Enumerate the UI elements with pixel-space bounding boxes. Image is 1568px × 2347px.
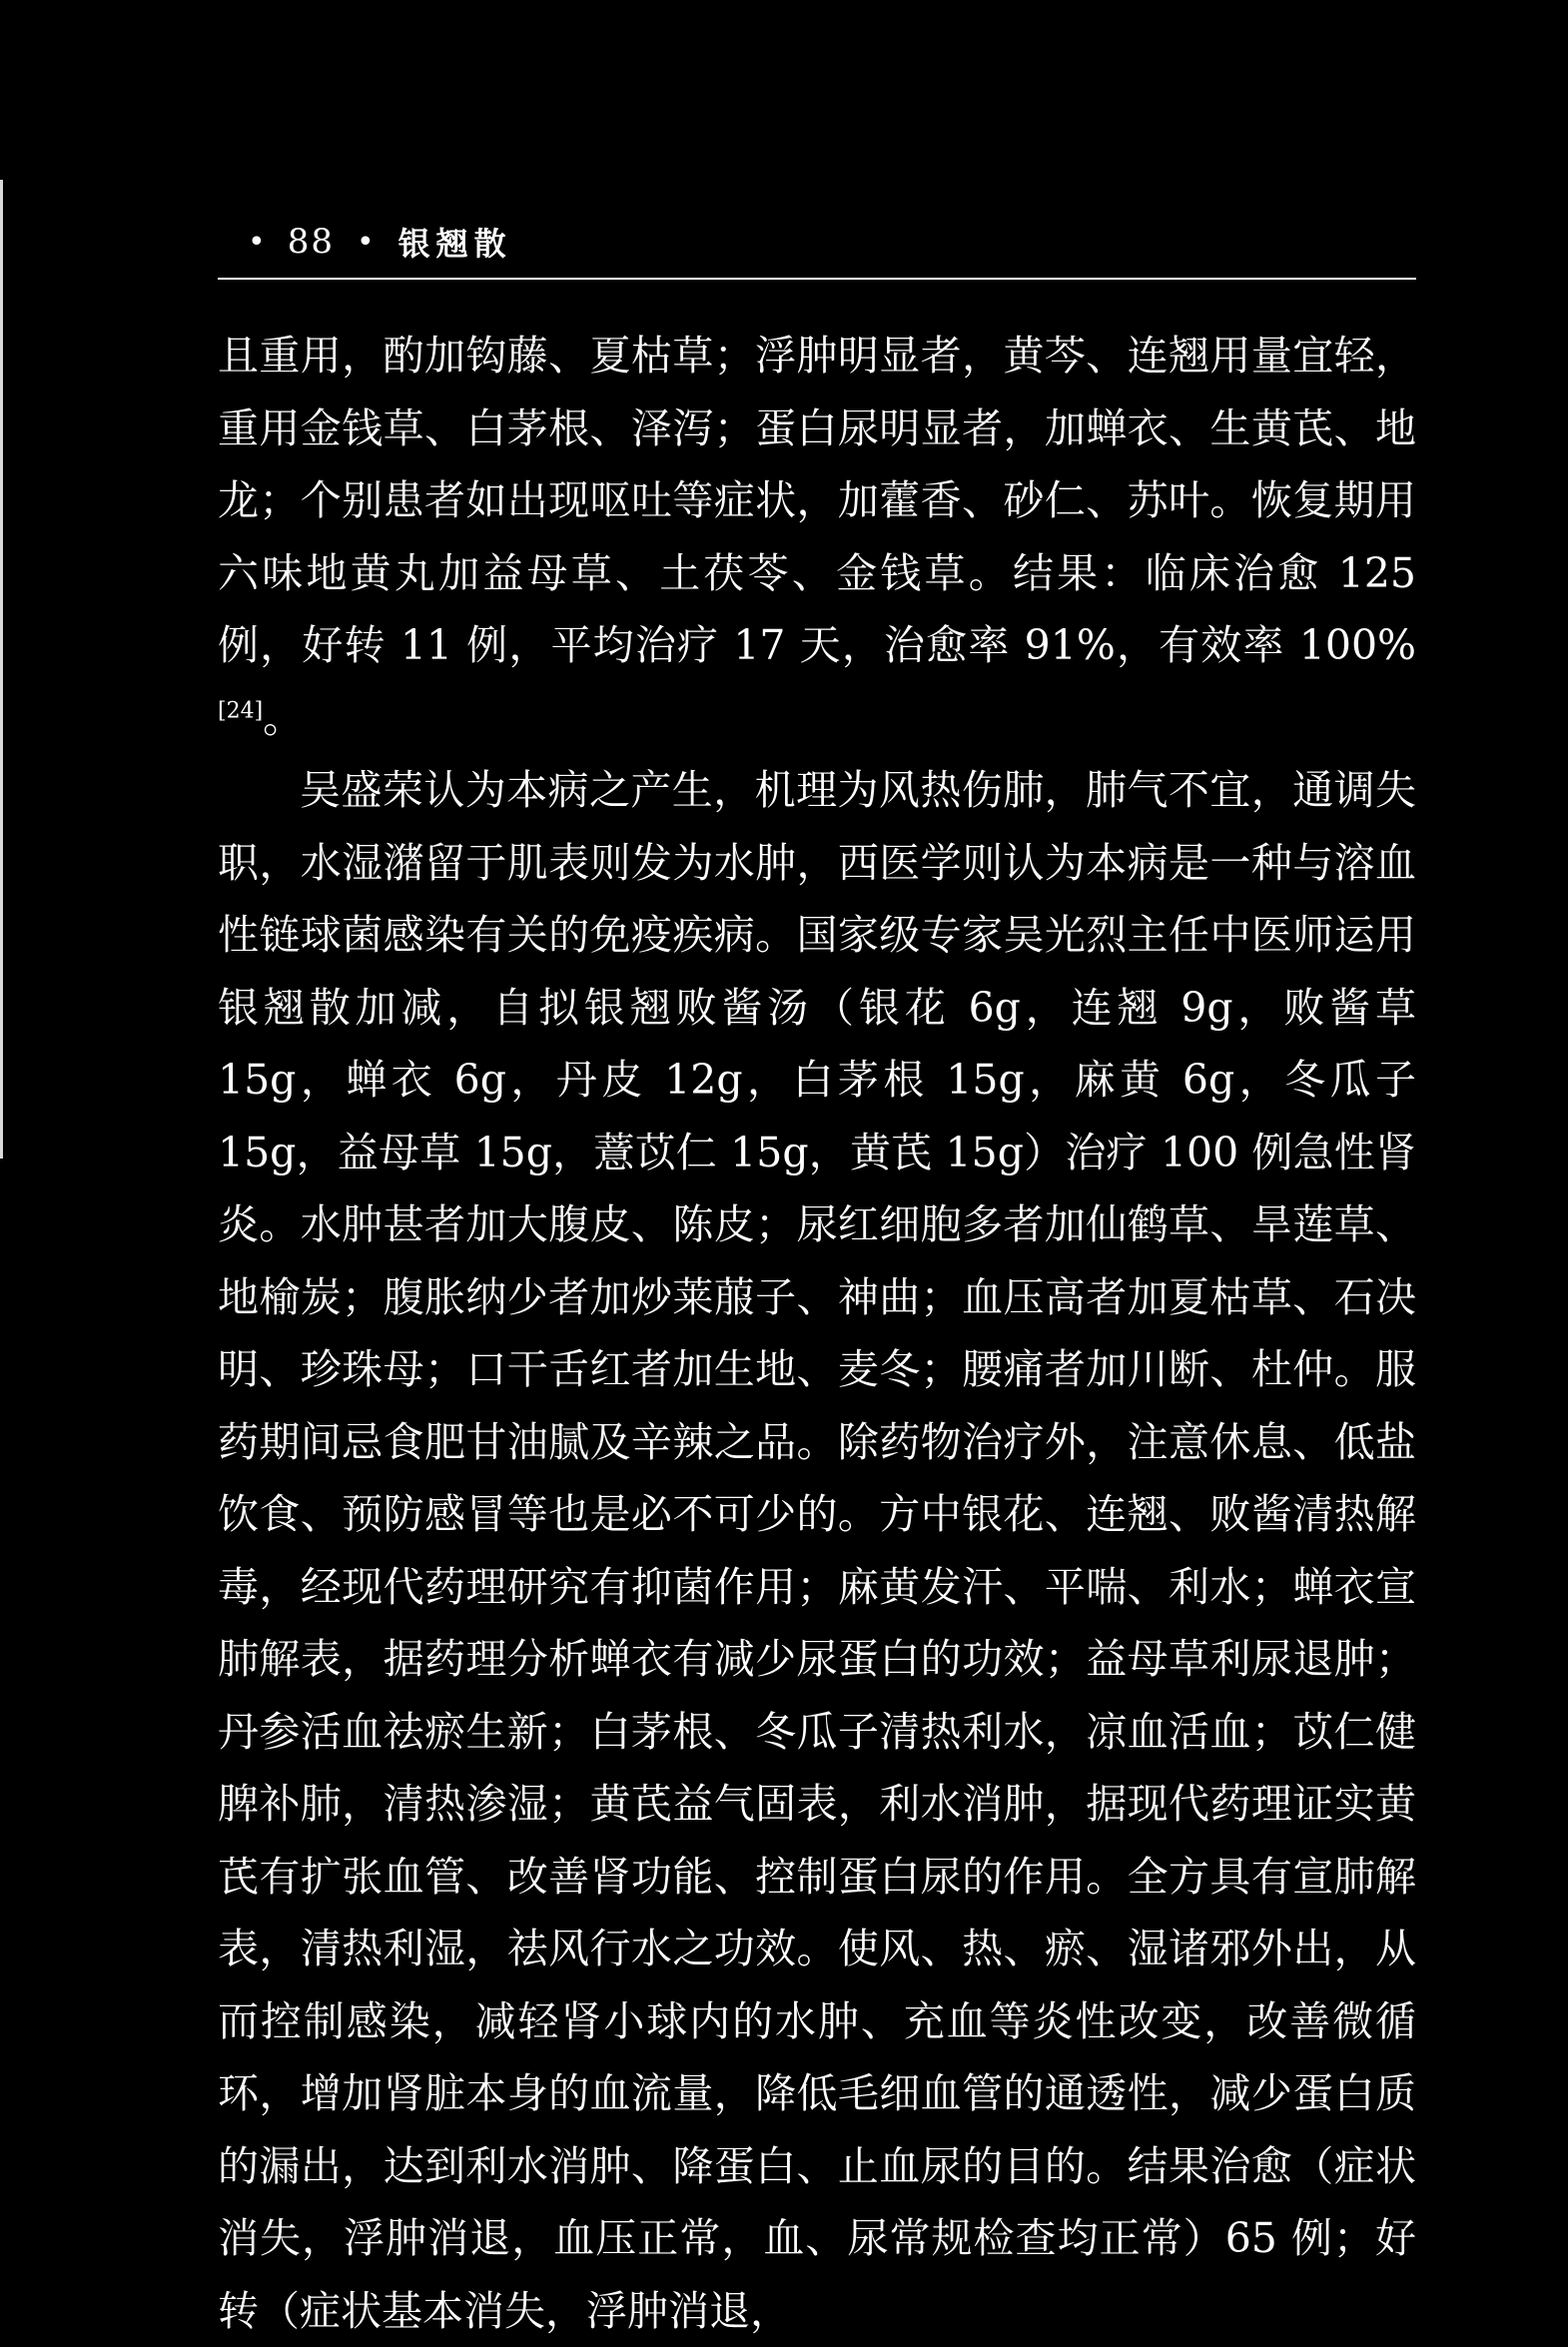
page-edge-line [0, 180, 3, 1159]
header-separator-dot: • [356, 224, 377, 260]
page-number: 88 [287, 222, 335, 262]
body-text [218, 320, 1416, 2347]
paragraph-continued [218, 320, 1416, 754]
running-header [218, 212, 1416, 272]
citation-marker: [24] [218, 697, 264, 723]
running-title: 银翘散 [397, 225, 512, 263]
header-separator-dot: • [248, 224, 268, 260]
paragraph-text: 且重用，酌加钩藤、夏枯草；浮肿明显者，黄芩、连翘用量宜轻，重用金钱草、白茅根、泽泻；蛋白尿明显者，加蝉衣、生黄芪、地龙；个别患者如出现呕吐等症状，加藿香、砂仁、苏叶。恢复期用六味地黄丸加益母草、土茯苓、金钱草。结果：临床治愈 125 例，好转 11 例，平均治疗 17 天，治愈率 91%，有效率 100% [218, 332, 1416, 669]
paragraph-tail: 。 [263, 693, 305, 742]
paragraph: 吴盛荣认为本病之产生，机理为风热伤肺，肺气不宜，通调失职，水湿潴留于肌表则发为水肿，西医学则认为本病是一种与溶血性链球菌感染有关的免疫疾病。国家级专家吴光烈主任中医师运用银翘散加减，自拟银翘败酱汤（银花 6g，连翘 9g，败酱草 15g，蝉衣 6g，丹皮 12g，白茅根 15g，麻黄 6g，冬瓜子 15g，益母草 15g，薏苡仁 15g，黄芪 15g）治疗 100 例急性肾炎。水肿甚者加大腹皮、陈皮；尿红细胞多者加仙鹤草、旱莲草、地榆炭；腹胀纳少者加炒莱菔子、神曲；血压高者加夏枯草、石决明、珍珠母；口干舌红者加生地、麦冬；腰痛者加川断、杜仲。服药期间忌食肥甘油腻及辛辣之品。除药物治疗外，注意休息、低盐饮食、预防感冒等也是必不可少的。方中银花、连翘、败酱清热解毒，经现代药理研究有抑菌作用；麻黄发汗、平喘、利水；蝉衣宣肺解表，据药理分析蝉衣有减少尿蛋白的功效；益母草利尿退肿；丹参活血祛瘀生新；白茅根、冬瓜子清热利水，凉血活血；苡仁健脾补肺，清热渗湿；黄芪益气固表，利水消肿，据现代药理证实黄芪有扩张血管、改善肾功能、控制蛋白尿的作用。全方具有宣肺解表，清热利湿，祛风行水之功效。使风、热、瘀、湿诸邪外出，从而控制感染，减轻肾小球内的水肿、充血等炎性改变，改善微循环，增加肾脏本身的血流量，降低毛细血管的通透性，减少蛋白质的漏出，达到利水消肿、降蛋白、止血尿的目的。结果治愈（症状消失，浮肿消退，血压正常，血、尿常规检查均正常）65 例；好转（症状基本消失，浮肿消退， [218, 766, 1416, 2335]
header-rule [218, 278, 1416, 280]
